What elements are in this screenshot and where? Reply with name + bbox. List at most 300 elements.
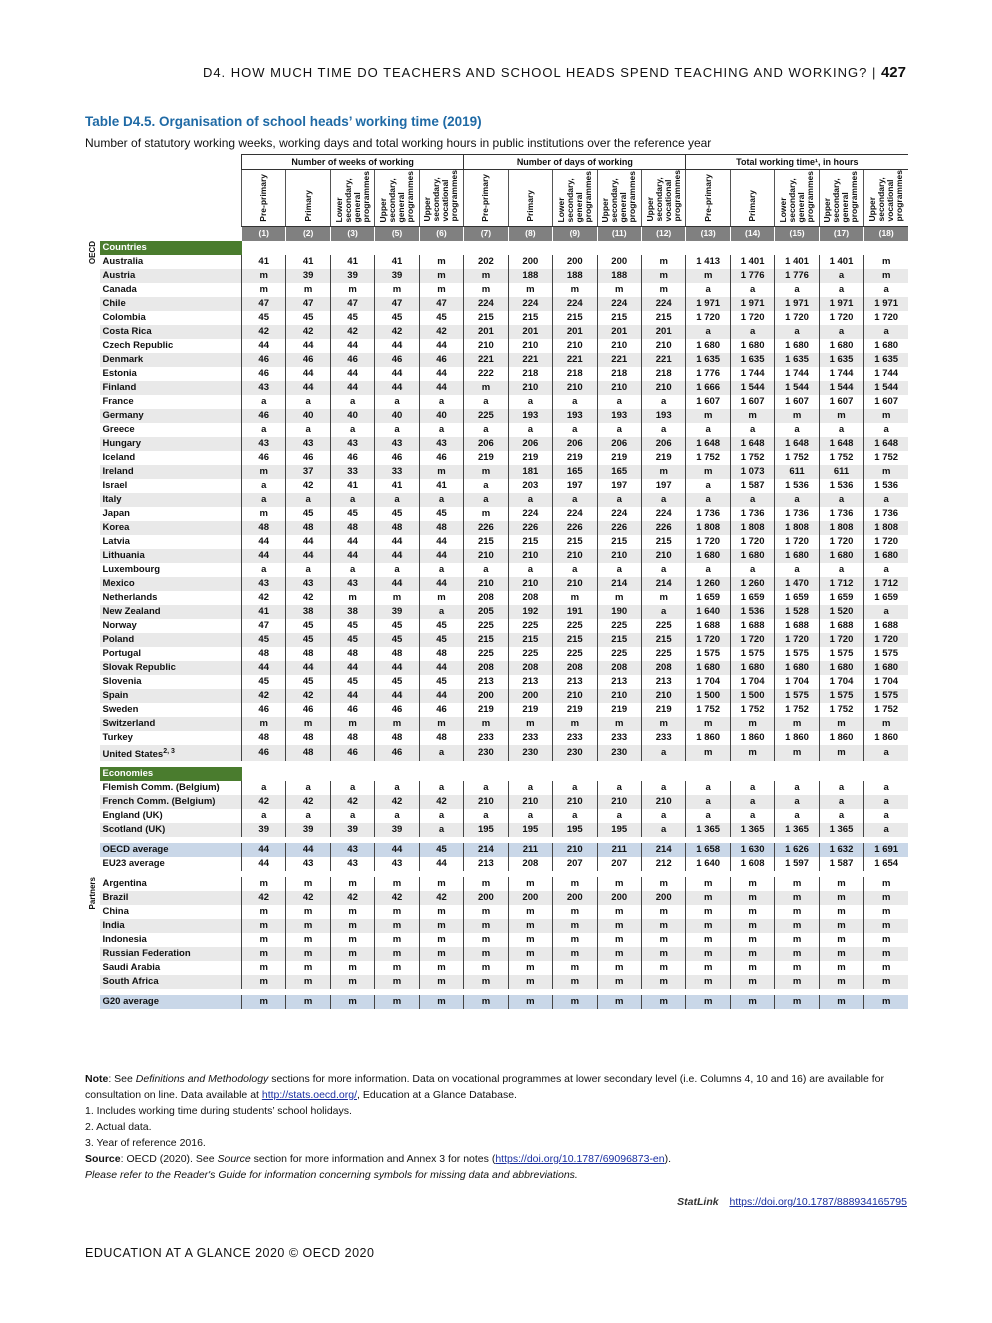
- row-label: [100, 809, 242, 823]
- table-cell: 1 860: [730, 731, 774, 745]
- row-name: China: [102, 906, 129, 918]
- table-cell: a: [819, 563, 863, 577]
- level-header-cell: [375, 170, 419, 227]
- source-doi-link[interactable]: https://doi.org/10.1787/69096873-en: [495, 1153, 665, 1165]
- table-row: [86, 367, 909, 381]
- row-name: Brazil: [102, 892, 129, 904]
- table-cell: 1 688: [730, 619, 774, 633]
- table-cell: 41: [375, 479, 419, 493]
- table-cell: 41: [330, 255, 374, 269]
- row-name: Austria: [102, 270, 136, 281]
- level-header-cell: [419, 170, 463, 227]
- table-cell: m: [641, 961, 686, 975]
- table-cell: a: [375, 423, 419, 437]
- table-cell: m: [464, 947, 508, 961]
- table-cell: a: [375, 809, 419, 823]
- table-cell: 215: [597, 311, 641, 325]
- table-cell: m: [641, 717, 686, 731]
- table-cell: 39: [286, 269, 330, 283]
- table-cell: m: [597, 933, 641, 947]
- table-cell: 210: [508, 549, 552, 563]
- table-cell: 214: [641, 577, 686, 591]
- footnote-3: 3. Year of reference 2016.: [85, 1137, 206, 1149]
- table-cell: 48: [330, 521, 374, 535]
- table-cell: m: [464, 877, 508, 891]
- table-cell: 1 536: [775, 479, 819, 493]
- table-cell: 1 704: [819, 675, 863, 689]
- table-cell: 44: [330, 549, 374, 563]
- table-cell: 210: [464, 577, 508, 591]
- table-cell: a: [597, 809, 641, 823]
- table-cell: m: [686, 919, 730, 933]
- table-cell: 208: [641, 661, 686, 675]
- table-cell: 200: [597, 255, 641, 269]
- table-cell: 48: [286, 731, 330, 745]
- table-cell: 1 752: [686, 703, 730, 717]
- table-cell: 39: [375, 269, 419, 283]
- table-cell: 46: [375, 353, 419, 367]
- table-cell: 1 648: [730, 437, 774, 451]
- table-cell: m: [597, 995, 641, 1009]
- table-cell: 42: [242, 795, 286, 809]
- table-cell: m: [330, 933, 374, 947]
- table-cell: 1 648: [686, 437, 730, 451]
- table-cell: 44: [375, 535, 419, 549]
- column-number: (7): [464, 226, 508, 241]
- table-cell: 201: [597, 325, 641, 339]
- table-cell: 1 688: [864, 619, 908, 633]
- table-cell: 45: [286, 633, 330, 647]
- table-cell: 1 971: [864, 297, 908, 311]
- table-cell: a: [419, 605, 463, 619]
- table-cell: 219: [597, 451, 641, 465]
- table-cell: 1 648: [775, 437, 819, 451]
- table-cell: 1 704: [686, 675, 730, 689]
- level-header-cell: [464, 170, 508, 227]
- table-cell: m: [375, 975, 419, 989]
- table-cell: 46: [375, 745, 419, 761]
- table-cell: 201: [641, 325, 686, 339]
- table-cell: a: [375, 395, 419, 409]
- table-cell: 208: [553, 661, 597, 675]
- statlink-url[interactable]: https://doi.org/10.1787/888934165795: [729, 1196, 907, 1208]
- table-cell: m: [553, 961, 597, 975]
- table-cell: a: [375, 493, 419, 507]
- table-cell: 221: [464, 353, 508, 367]
- column-number: (18): [864, 226, 908, 241]
- row-name: Latvia: [102, 536, 130, 547]
- row-name: Iceland: [102, 452, 136, 463]
- table-cell: m: [597, 905, 641, 919]
- table-cell: 1 752: [686, 451, 730, 465]
- table-cell: a: [330, 493, 374, 507]
- table-cell: 215: [464, 311, 508, 325]
- table-cell: m: [864, 877, 908, 891]
- table-cell: 1 720: [864, 311, 908, 325]
- table-cell: m: [597, 947, 641, 961]
- row-name: Russian Federation: [102, 948, 191, 960]
- table-cell: a: [730, 795, 774, 809]
- table-cell: m: [553, 975, 597, 989]
- table-cell: 44: [330, 367, 374, 381]
- table-cell: 1 608: [730, 857, 774, 871]
- table-cell: 1 720: [775, 311, 819, 325]
- table-cell: m: [641, 919, 686, 933]
- table-cell: 48: [242, 647, 286, 661]
- table-cell: 43: [330, 857, 374, 871]
- table-cell: 1 808: [819, 521, 863, 535]
- table-cell: a: [775, 781, 819, 795]
- table-cell: 1 752: [775, 703, 819, 717]
- level-header-cell: [597, 170, 641, 227]
- table-cell: 45: [375, 311, 419, 325]
- table-cell: m: [819, 919, 863, 933]
- source-paragraph: [85, 1151, 908, 1167]
- table-cell: m: [819, 975, 863, 989]
- table-cell: 45: [242, 311, 286, 325]
- row-label: [100, 577, 242, 591]
- table-cell: m: [419, 591, 463, 605]
- row-name: Colombia: [102, 312, 146, 323]
- footnote-2: 2. Actual data.: [85, 1121, 152, 1133]
- table-cell: 1 688: [819, 619, 863, 633]
- table-cell: 1 720: [775, 633, 819, 647]
- column-number: (15): [775, 226, 819, 241]
- table-cell: 39: [375, 823, 419, 837]
- table-cell: 44: [419, 857, 463, 871]
- running-title: D4. HOW MUCH TIME DO TEACHERS AND SCHOOL HEADS SPEND TEACHING AND WORKING?: [202, 65, 868, 80]
- table-cell: 45: [242, 633, 286, 647]
- row-label: [100, 395, 242, 409]
- table-row: [86, 717, 909, 731]
- table-cell: a: [330, 809, 374, 823]
- section-label: Economies: [100, 767, 242, 781]
- table-cell: 1 635: [686, 353, 730, 367]
- row-label: [100, 689, 242, 703]
- table-cell: 1 073: [730, 465, 774, 479]
- row-label: [100, 795, 242, 809]
- table-cell: m: [641, 269, 686, 283]
- table-cell: m: [819, 891, 863, 905]
- table-cell: m: [464, 975, 508, 989]
- table-cell: 41: [419, 479, 463, 493]
- table-cell: a: [686, 283, 730, 297]
- table-cell: 206: [641, 437, 686, 451]
- table-cell: 200: [508, 255, 552, 269]
- table-row: [86, 423, 909, 437]
- level-header-cell: [553, 170, 597, 227]
- table-cell: 45: [286, 675, 330, 689]
- table-cell: 215: [641, 633, 686, 647]
- table-cell: m: [864, 255, 908, 269]
- table-row: [86, 619, 909, 633]
- row-label: [100, 451, 242, 465]
- table-cell: m: [419, 283, 463, 297]
- table-cell: 48: [419, 521, 463, 535]
- table-cell: 1 752: [730, 703, 774, 717]
- table-cell: a: [419, 563, 463, 577]
- table-row: [86, 823, 909, 837]
- table-cell: 1 635: [775, 353, 819, 367]
- table-cell: 43: [330, 437, 374, 451]
- table-cell: 1 704: [864, 675, 908, 689]
- note-italic: Definitions and Methodology: [135, 1073, 269, 1085]
- table-cell: m: [553, 717, 597, 731]
- row-name: Luxembourg: [102, 564, 161, 575]
- table-cell: 41: [286, 255, 330, 269]
- table-cell: 213: [553, 675, 597, 689]
- table-cell: 1 680: [686, 339, 730, 353]
- table-cell: 47: [330, 297, 374, 311]
- table-cell: m: [641, 933, 686, 947]
- row-label: [100, 269, 242, 283]
- header-separator: |: [871, 65, 877, 80]
- statlink: [677, 1196, 907, 1208]
- table-row: [86, 311, 909, 325]
- table-cell: 1 544: [864, 381, 908, 395]
- table-cell: a: [775, 325, 819, 339]
- table-cell: m: [375, 877, 419, 891]
- table-cell: 215: [508, 311, 552, 325]
- table-row: [86, 961, 909, 975]
- level-header-label: Lower secondary, general programmes: [778, 171, 816, 223]
- row-name: Turkey: [102, 732, 133, 743]
- row-name: Ireland: [102, 466, 134, 477]
- table-cell: m: [775, 905, 819, 919]
- table-cell: a: [508, 781, 552, 795]
- table-cell: 1 365: [775, 823, 819, 837]
- table-cell: 1 720: [819, 311, 863, 325]
- table-cell: 1 720: [730, 633, 774, 647]
- table-cell: a: [242, 423, 286, 437]
- table-cell: m: [597, 717, 641, 731]
- row-label: [100, 647, 242, 661]
- table-cell: 611: [819, 465, 863, 479]
- table-row: [86, 947, 909, 961]
- table-cell: 1 640: [686, 605, 730, 619]
- row-label: [100, 857, 242, 871]
- table-cell: 33: [375, 465, 419, 479]
- table-cell: 41: [242, 255, 286, 269]
- table-cell: a: [419, 493, 463, 507]
- level-header-row: [86, 170, 909, 227]
- table-cell: 1 808: [686, 521, 730, 535]
- table-cell: a: [730, 781, 774, 795]
- table-row: [86, 507, 909, 521]
- table-cell: m: [686, 961, 730, 975]
- table-cell: m: [686, 995, 730, 1009]
- table-cell: 44: [286, 535, 330, 549]
- table-cell: 44: [286, 381, 330, 395]
- table-cell: 165: [553, 465, 597, 479]
- row-name: Mexico: [102, 578, 135, 589]
- table-cell: 215: [641, 311, 686, 325]
- table-cell: 1 654: [864, 857, 908, 871]
- level-header-cell: [641, 170, 686, 227]
- table-cell: 225: [553, 619, 597, 633]
- table-row: [86, 905, 909, 919]
- table-cell: 43: [286, 437, 330, 451]
- table-subtitle: Number of statutory working weeks, working days and total working hours in public institutions over the reference year: [85, 136, 712, 150]
- table-row: [86, 325, 909, 339]
- table-cell: 46: [330, 451, 374, 465]
- table-cell: 210: [508, 381, 552, 395]
- table-row: [86, 633, 909, 647]
- table-cell: a: [553, 563, 597, 577]
- table-cell: 210: [597, 339, 641, 353]
- table-cell: 48: [286, 647, 330, 661]
- table-cell: 42: [419, 891, 463, 905]
- table-cell: 48: [419, 647, 463, 661]
- row-name: Scotland (UK): [102, 824, 166, 836]
- table-row: [86, 269, 909, 283]
- table-cell: m: [775, 995, 819, 1009]
- table-cell: 1 688: [686, 619, 730, 633]
- table-cell: 213: [641, 675, 686, 689]
- table-cell: m: [864, 717, 908, 731]
- table-cell: a: [375, 563, 419, 577]
- table-cell: 45: [330, 311, 374, 325]
- level-header-label: Primary: [524, 189, 535, 222]
- row-label: [100, 479, 242, 493]
- table-cell: 206: [553, 437, 597, 451]
- table-cell: a: [686, 563, 730, 577]
- row-footnote-marker: 2, 3: [163, 747, 175, 755]
- table-cell: m: [686, 905, 730, 919]
- row-name: South Africa: [102, 976, 159, 988]
- average-row: [86, 857, 909, 871]
- table-cell: 44: [286, 661, 330, 675]
- statlink-logo: StatLink: [677, 1196, 719, 1208]
- table-cell: a: [508, 395, 552, 409]
- table-cell: 195: [597, 823, 641, 837]
- row-name: Saudi Arabia: [102, 962, 161, 974]
- table-cell: 1 720: [686, 633, 730, 647]
- table-cell: 1 536: [730, 605, 774, 619]
- table-cell: 38: [330, 605, 374, 619]
- table-cell: m: [286, 919, 330, 933]
- table-cell: m: [775, 919, 819, 933]
- table-cell: 45: [419, 507, 463, 521]
- table-cell: 197: [597, 479, 641, 493]
- table-cell: a: [819, 493, 863, 507]
- table-row: [86, 535, 909, 549]
- column-number-row: [86, 226, 909, 241]
- table-row: [86, 647, 909, 661]
- table-cell: m: [730, 877, 774, 891]
- table-cell: a: [508, 423, 552, 437]
- source-text: : OECD (2020). See: [120, 1153, 218, 1165]
- table-cell: 45: [375, 619, 419, 633]
- table-cell: 207: [597, 857, 641, 871]
- table-cell: 233: [597, 731, 641, 745]
- note-label: Note: [85, 1073, 109, 1085]
- table-cell: 1 680: [864, 661, 908, 675]
- row-name: Portugal: [102, 648, 142, 659]
- stats-oecd-link[interactable]: http://stats.oecd.org/: [261, 1089, 358, 1101]
- table-cell: m: [242, 465, 286, 479]
- table-cell: 200: [464, 689, 508, 703]
- row-name: Poland: [102, 634, 135, 645]
- table-cell: 211: [508, 843, 552, 857]
- table-cell: m: [464, 717, 508, 731]
- table-cell: 202: [464, 255, 508, 269]
- table-cell: m: [553, 995, 597, 1009]
- row-name: New Zealand: [102, 606, 161, 617]
- table-cell: 205: [464, 605, 508, 619]
- table-cell: 201: [553, 325, 597, 339]
- table-cell: 1 752: [775, 451, 819, 465]
- table-cell: 42: [330, 795, 374, 809]
- table-cell: 1 720: [686, 311, 730, 325]
- table-cell: 225: [641, 647, 686, 661]
- table-cell: m: [775, 717, 819, 731]
- table-cell: 46: [242, 703, 286, 717]
- table-cell: 45: [419, 633, 463, 647]
- table-cell: m: [686, 717, 730, 731]
- table-cell: m: [464, 933, 508, 947]
- table-cell: 1 500: [730, 689, 774, 703]
- table-cell: a: [597, 563, 641, 577]
- table-cell: m: [686, 891, 730, 905]
- table-cell: 221: [641, 353, 686, 367]
- table-cell: a: [242, 493, 286, 507]
- table-cell: m: [330, 995, 374, 1009]
- table-cell: 219: [641, 451, 686, 465]
- table-cell: m: [464, 269, 508, 283]
- table-cell: 45: [375, 675, 419, 689]
- table-cell: 214: [597, 577, 641, 591]
- table-cell: m: [819, 745, 863, 761]
- table-cell: a: [686, 325, 730, 339]
- table-cell: 1 680: [819, 339, 863, 353]
- table-cell: 42: [286, 479, 330, 493]
- table-cell: 46: [419, 703, 463, 717]
- table-cell: a: [641, 781, 686, 795]
- table-cell: m: [641, 283, 686, 297]
- table-cell: a: [419, 823, 463, 837]
- table-cell: 225: [508, 647, 552, 661]
- table-cell: 195: [464, 823, 508, 837]
- table-cell: a: [508, 493, 552, 507]
- table-cell: a: [597, 423, 641, 437]
- table-cell: 188: [597, 269, 641, 283]
- table-cell: m: [864, 919, 908, 933]
- table-cell: 46: [330, 353, 374, 367]
- table-cell: a: [864, 493, 908, 507]
- table-cell: 38: [286, 605, 330, 619]
- table-cell: 44: [242, 339, 286, 353]
- table-cell: 1 365: [686, 823, 730, 837]
- table-cell: m: [464, 381, 508, 395]
- table-cell: 44: [419, 535, 463, 549]
- table-cell: a: [730, 423, 774, 437]
- row-name: Finland: [102, 382, 137, 393]
- table-cell: 44: [286, 549, 330, 563]
- table-row: [86, 255, 909, 269]
- table-cell: m: [641, 877, 686, 891]
- source-text: section for more information and Annex 3 for notes (: [250, 1153, 496, 1165]
- table-cell: a: [553, 395, 597, 409]
- table-cell: 1 744: [730, 367, 774, 381]
- table-cell: 45: [330, 619, 374, 633]
- table-cell: 208: [464, 661, 508, 675]
- table-cell: 1 607: [775, 395, 819, 409]
- table-cell: 219: [508, 703, 552, 717]
- table-cell: a: [464, 781, 508, 795]
- table-row: [86, 465, 909, 479]
- table-cell: a: [864, 605, 908, 619]
